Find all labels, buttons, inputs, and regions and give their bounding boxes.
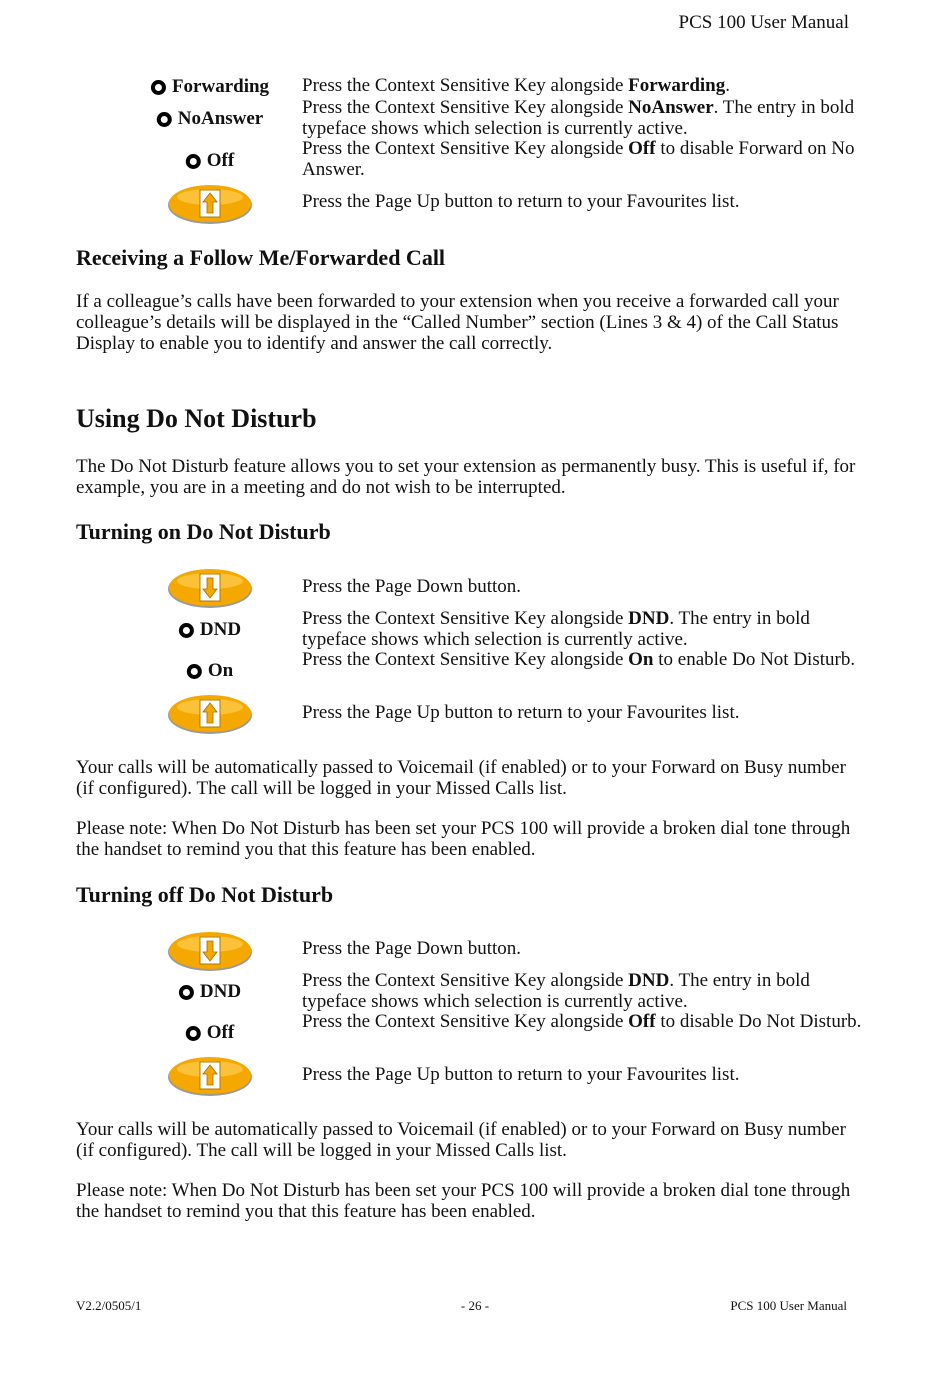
step-text: Press the Page Down button. (302, 576, 522, 597)
section-heading-turn-on: Turning on Do Not Disturb (76, 519, 331, 544)
key-label-dnd (179, 981, 241, 1003)
voicemail-paragraph: Your calls will be automatically passed to Voicemail (if enabled) or to your Forward on Busy number (if configured). The call will be logged in your Missed Calls list. (76, 1119, 846, 1161)
step-keyword: Off (628, 138, 656, 159)
key-label-text: NoAnswer (177, 108, 264, 129)
footer-title: PCS 100 User Manual (730, 1298, 847, 1313)
key-label-off (186, 150, 234, 172)
key-label-forwarding (151, 76, 269, 98)
step-keyword: DND (628, 608, 670, 629)
context-key-bullet-icon (179, 985, 194, 1000)
section-heading-receiving: Receiving a Follow Me/Forwarded Call (76, 245, 446, 270)
step-text: Press the Context Sensitive Key alongside DND. The entry in bold typeface shows which selection is currently active. (302, 970, 810, 1012)
receiving-paragraph: If a colleague’s calls have been forwarded to your extension when you receive a forwarded call your colleague’s details will be displayed in the “Called Number” section (Lines 3 & 4) of the Call Status Display to enable you to identify and answer the call correctly. (76, 291, 839, 354)
note-paragraph: Please note: When Do Not Disturb has been set your PCS 100 will provide a broken dial tone through the handset to remind you that this feature has been enabled. (76, 818, 851, 860)
section-heading-turn-off: Turning off Do Not Disturb (76, 882, 334, 907)
footer-version: V2.2/0505/1 (76, 1298, 142, 1313)
step-text: Press the Context Sensitive Key alongside NoAnswer. The entry in bold typeface shows which selection is currently active. (302, 97, 855, 139)
context-key-bullet-icon (186, 154, 201, 169)
page-up-button-icon (166, 693, 254, 735)
step-keyword: Off (628, 1011, 656, 1032)
step-text: Press the Context Sensitive Key alongside DND. The entry in bold typeface shows which selection is currently active. (302, 608, 810, 650)
key-label-on (187, 660, 233, 682)
step-text: Press the Context Sensitive Key alongside On to enable Do Not Disturb. (302, 649, 856, 670)
context-key-bullet-icon (151, 80, 166, 95)
key-label-dnd (179, 619, 241, 641)
step-text: Press the Context Sensitive Key alongside Off to disable Forward on No Answer. (302, 138, 855, 180)
dnd-intro-paragraph: The Do Not Disturb feature allows you to set your extension as permanently busy. This is useful if, for example, you are in a meeting and do not wish to be interrupted. (76, 456, 856, 498)
page-down-button-icon (166, 567, 254, 609)
step-text: Press the Page Up button to return to your Favourites list. (302, 191, 740, 212)
key-label-text: Off (206, 1022, 235, 1043)
step-keyword: DND (628, 970, 670, 991)
key-label-off (186, 1022, 234, 1044)
step-keyword: NoAnswer (628, 97, 714, 118)
context-key-bullet-icon (157, 112, 172, 127)
voicemail-paragraph: Your calls will be automatically passed to Voicemail (if enabled) or to your Forward on Busy number (if configured). The call will be logged in your Missed Calls list. (76, 757, 846, 799)
page-up-button-icon (166, 183, 254, 225)
step-keyword: Forwarding (628, 75, 726, 96)
page-up-button-icon (166, 1055, 254, 1097)
context-key-bullet-icon (179, 623, 194, 638)
step-text: Press the Page Down button. (302, 938, 522, 959)
context-key-bullet-icon (186, 1026, 201, 1041)
step-text: Press the Context Sensitive Key alongside Off to disable Do Not Disturb. (302, 1011, 862, 1032)
note-paragraph: Please note: When Do Not Disturb has been set your PCS 100 will provide a broken dial tone through the handset to remind you that this feature has been enabled. (76, 1180, 851, 1222)
footer-page-number: - 26 - (460, 1298, 490, 1313)
chapter-heading-dnd: Using Do Not Disturb (76, 404, 317, 433)
running-header: PCS 100 User Manual (678, 12, 849, 33)
step-text: Press the Context Sensitive Key alongside Forwarding. (302, 75, 730, 96)
key-label-noanswer (157, 108, 264, 130)
key-label-text: Off (206, 150, 235, 171)
step-keyword: On (628, 649, 654, 670)
key-label-text: On (207, 660, 234, 681)
key-label-text: DND (199, 981, 242, 1002)
step-text: Press the Page Up button to return to your Favourites list. (302, 1064, 740, 1085)
step-text: Press the Page Up button to return to your Favourites list. (302, 702, 740, 723)
key-label-text: Forwarding (171, 76, 270, 97)
context-key-bullet-icon (187, 664, 202, 679)
key-label-text: DND (199, 619, 242, 640)
page-down-button-icon (166, 930, 254, 972)
